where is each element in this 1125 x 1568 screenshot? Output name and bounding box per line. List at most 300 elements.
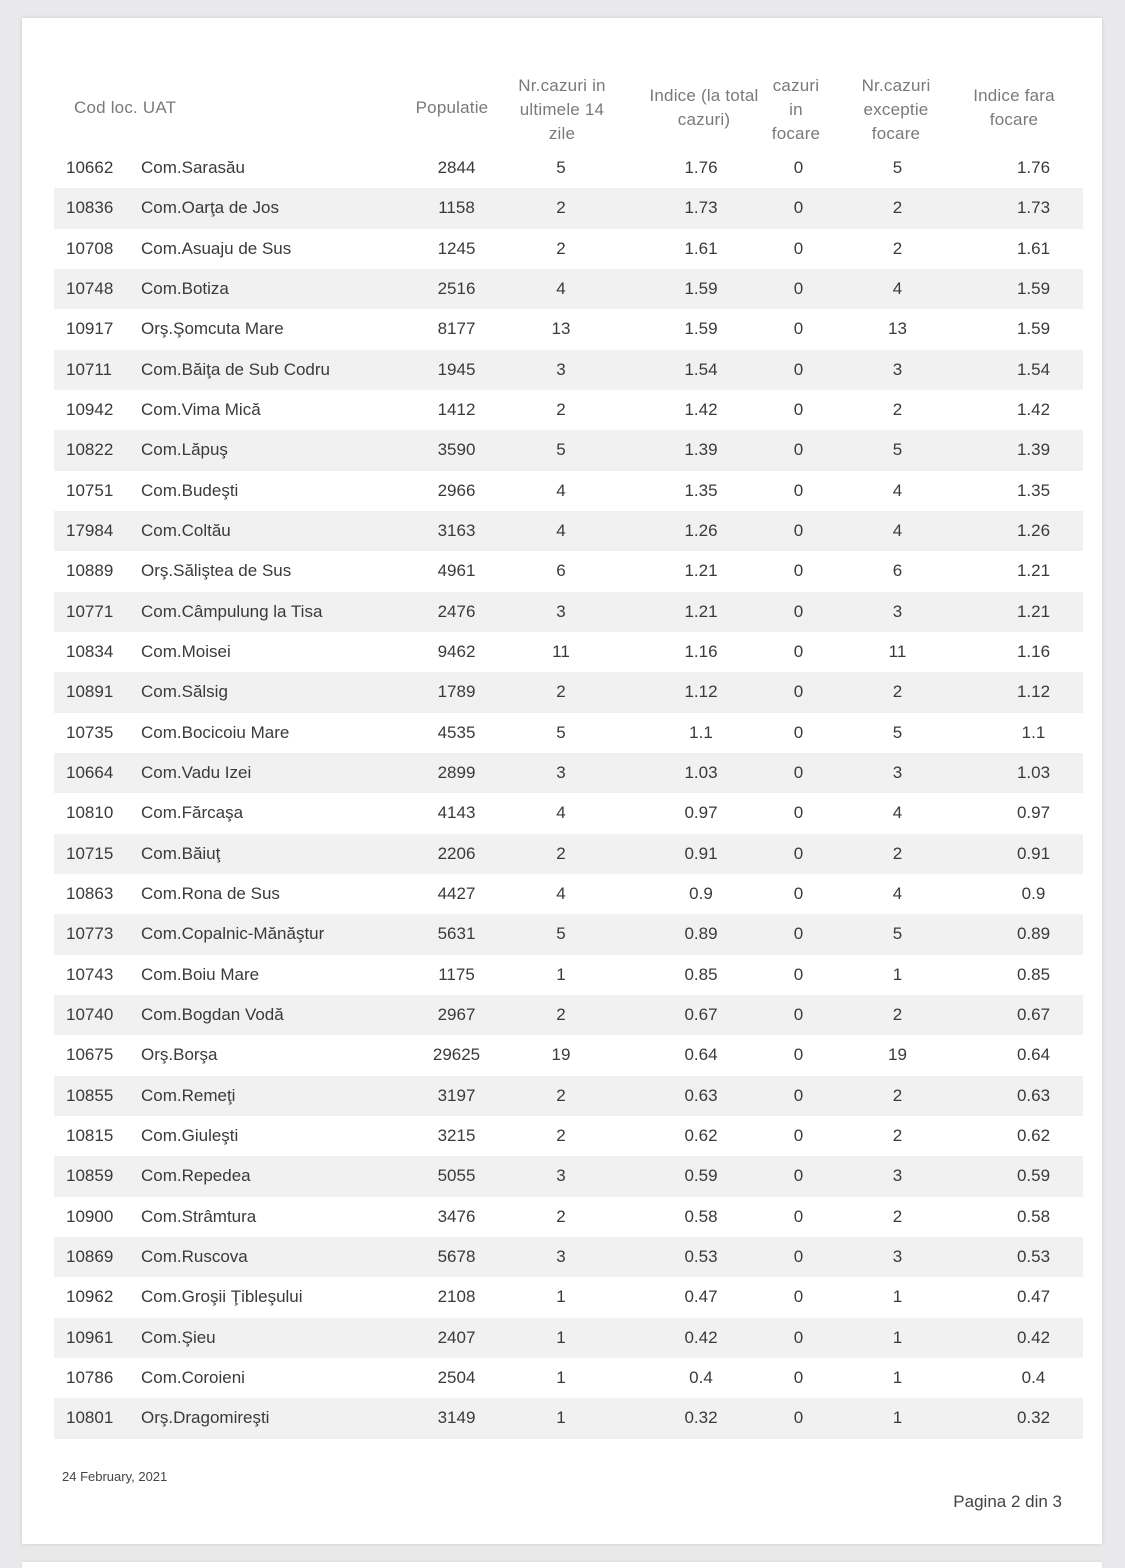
cell-nr-exceptie: 3 xyxy=(811,1156,984,1196)
cell-cazuri-focare: 0 xyxy=(786,1398,811,1438)
cell-indice: 0.64 xyxy=(684,1045,718,1065)
data-table xyxy=(54,148,1083,1439)
cell-cod: 10869 xyxy=(54,1237,141,1277)
cell-indice: 1.61 xyxy=(684,238,718,258)
table-row xyxy=(54,148,1083,188)
cell-cazuri-focare: 0 xyxy=(786,269,811,309)
cell-cazuri-focare: 0 xyxy=(786,188,811,228)
cell-nr-cazuri: 4 xyxy=(556,480,566,500)
cell-indice: 0.59 xyxy=(616,1156,786,1196)
cell-populatie: 3590 xyxy=(407,430,506,470)
cell-nr-exceptie: 4 xyxy=(811,511,984,551)
cell-indice-fara: 0.9 xyxy=(1021,884,1046,904)
cell-cazuri-focare: 0 xyxy=(793,480,804,500)
table-row xyxy=(54,511,1083,551)
cell-nr-cazuri: 1 xyxy=(556,1368,566,1387)
cell-nr-exceptie: 2 xyxy=(892,1126,903,1146)
cell-populatie: 1158 xyxy=(407,188,506,228)
table-row xyxy=(54,632,1083,672)
table-row xyxy=(54,1116,1083,1156)
table-row xyxy=(54,350,1083,390)
table-row xyxy=(54,229,1083,269)
cell-indice: 1.54 xyxy=(616,350,786,390)
cell-indice: 1.59 xyxy=(616,269,786,309)
cell-cazuri-focare: 0 xyxy=(793,400,804,420)
cell-populatie: 2108 xyxy=(437,1287,476,1307)
cell-populatie: 2476 xyxy=(407,592,506,632)
cell-nr-cazuri: 3 xyxy=(506,1156,616,1196)
cell-uat: Orş.Borşa xyxy=(141,1045,218,1065)
cell-cod: 10810 xyxy=(66,803,114,823)
cell-nr-exceptie: 2 xyxy=(811,1076,984,1116)
table-row xyxy=(54,1035,1083,1075)
cell-indice-fara: 1.76 xyxy=(1016,158,1051,178)
cell-cazuri-focare: 0 xyxy=(786,1318,811,1358)
table-header xyxy=(22,68,1102,158)
header-populatie: Populatie xyxy=(415,98,489,117)
cell-nr-exceptie: 2 xyxy=(892,400,903,420)
cell-cazuri-focare: 0 xyxy=(793,1126,804,1146)
cell-cod: 10715 xyxy=(54,834,141,874)
cell-uat: Com.Repedea xyxy=(141,1156,407,1196)
cell-nr-exceptie: 3 xyxy=(811,592,984,632)
cell-cod: 10834 xyxy=(66,642,114,662)
table-row xyxy=(54,793,1083,833)
cell-nr-exceptie: 4 xyxy=(892,884,903,904)
cell-cod: 10859 xyxy=(54,1156,141,1196)
cell-nr-exceptie: 2 xyxy=(811,188,984,228)
table-row xyxy=(54,955,1083,995)
cell-uat: Com.Vadu Izei xyxy=(141,753,407,793)
cell-nr-exceptie: 2 xyxy=(811,672,984,712)
cell-indice-fara: 0.42 xyxy=(984,1318,1083,1358)
cell-nr-exceptie: 5 xyxy=(892,722,903,742)
cell-cazuri-focare: 0 xyxy=(786,914,811,954)
cell-indice: 0.85 xyxy=(684,964,718,984)
cell-uat: Com.Băiuţ xyxy=(141,834,407,874)
cell-populatie: 1175 xyxy=(438,964,475,984)
cell-populatie: 4143 xyxy=(437,803,476,823)
cell-cod: 10786 xyxy=(66,1368,114,1387)
table-row xyxy=(54,269,1083,309)
cell-cod: 10815 xyxy=(66,1126,114,1146)
cell-indice-fara: 0.47 xyxy=(1016,1287,1051,1307)
cell-indice: 0.47 xyxy=(684,1287,718,1307)
header-cod-uat: Cod loc. UAT xyxy=(74,98,177,117)
cell-nr-exceptie: 5 xyxy=(811,914,984,954)
cell-indice-fara: 1.73 xyxy=(984,188,1083,228)
header-indice: Indice (la total cazuri) xyxy=(649,86,759,129)
cell-uat: Com.Copalnic-Mănăştur xyxy=(141,914,407,954)
cell-indice: 1.35 xyxy=(684,480,718,500)
cell-cazuri-focare: 0 xyxy=(786,834,811,874)
cell-nr-cazuri: 2 xyxy=(506,1076,616,1116)
cell-nr-exceptie: 2 xyxy=(811,834,984,874)
cell-indice-fara: 1.1 xyxy=(1021,722,1046,742)
table-row xyxy=(54,430,1083,470)
table-row xyxy=(54,914,1083,954)
cell-cazuri-focare: 0 xyxy=(786,753,811,793)
table-row xyxy=(54,592,1083,632)
cell-nr-cazuri: 3 xyxy=(506,592,616,632)
table-row xyxy=(54,1398,1083,1438)
cell-indice-fara: 1.16 xyxy=(1016,642,1051,662)
cell-nr-exceptie: 1 xyxy=(811,1398,984,1438)
cell-uat: Com.Bocicoiu Mare xyxy=(141,722,290,742)
cell-cod: 10801 xyxy=(54,1398,141,1438)
cell-nr-cazuri: 5 xyxy=(556,722,566,742)
cell-cod: 10708 xyxy=(66,238,114,258)
cell-uat: Com.Băiţa de Sub Codru xyxy=(141,350,407,390)
table-row xyxy=(54,1156,1083,1196)
cell-indice-fara: 1.21 xyxy=(984,592,1083,632)
cell-populatie: 4535 xyxy=(437,722,476,742)
cell-nr-exceptie: 1 xyxy=(892,1368,903,1387)
table-row xyxy=(54,834,1083,874)
cell-cod: 10664 xyxy=(54,753,141,793)
cell-indice-fara: 1.21 xyxy=(1016,561,1051,581)
cell-nr-cazuri: 2 xyxy=(506,188,616,228)
cell-populatie: 2967 xyxy=(407,995,506,1035)
cell-indice-fara: 1.12 xyxy=(984,672,1083,712)
table-row xyxy=(54,1197,1083,1237)
cell-populatie: 3149 xyxy=(407,1398,506,1438)
cell-populatie: 2844 xyxy=(437,158,476,178)
cell-nr-cazuri: 5 xyxy=(506,914,616,954)
table-row xyxy=(54,551,1083,591)
cell-uat: Com.Ruscova xyxy=(141,1237,407,1277)
header-nr-exceptie: Nr.cazuri exceptie focare xyxy=(861,76,931,143)
cell-cazuri-focare: 0 xyxy=(786,430,811,470)
cell-indice: 0.97 xyxy=(684,803,718,823)
cell-indice-fara: 0.64 xyxy=(1016,1045,1051,1065)
cell-cazuri-focare: 0 xyxy=(786,350,811,390)
cell-populatie: 4427 xyxy=(437,884,476,904)
cell-indice: 1.21 xyxy=(616,592,786,632)
cell-indice-fara: 1.39 xyxy=(984,430,1083,470)
cell-cazuri-focare: 0 xyxy=(786,672,811,712)
cell-nr-cazuri: 1 xyxy=(556,1287,566,1307)
cell-populatie: 2966 xyxy=(437,480,476,500)
cell-populatie: 9462 xyxy=(437,642,476,662)
cell-nr-cazuri: 19 xyxy=(551,1045,571,1065)
table-row xyxy=(54,309,1083,349)
cell-cazuri-focare: 0 xyxy=(786,1076,811,1116)
cell-indice: 0.62 xyxy=(684,1126,718,1146)
cell-uat: Com.Groşii Ţibleşului xyxy=(141,1287,303,1307)
cell-indice-fara: 0.63 xyxy=(984,1076,1083,1116)
cell-uat: Com.Moisei xyxy=(141,642,231,662)
cell-cazuri-focare: 0 xyxy=(793,1287,804,1307)
cell-indice-fara: 1.61 xyxy=(1016,238,1051,258)
cell-cod: 10740 xyxy=(54,995,141,1035)
cell-cazuri-focare: 0 xyxy=(793,964,804,984)
cell-cazuri-focare: 0 xyxy=(793,1045,804,1065)
cell-nr-cazuri: 1 xyxy=(506,1398,616,1438)
cell-uat: Com.Fărcaşa xyxy=(141,803,244,823)
cell-nr-cazuri: 11 xyxy=(552,642,570,662)
cell-cod: 10735 xyxy=(66,722,114,742)
cell-indice-fara: 1.03 xyxy=(984,753,1083,793)
page-number: Pagina 2 din 3 xyxy=(953,1492,1062,1511)
header-cazuri-focare: cazuri in focare xyxy=(771,76,821,143)
table-row xyxy=(54,1358,1083,1398)
cell-cod: 10662 xyxy=(66,158,114,178)
cell-cod: 10863 xyxy=(66,884,114,904)
cell-indice-fara: 1.59 xyxy=(984,269,1083,309)
cell-cod: 10961 xyxy=(54,1318,141,1358)
cell-indice-fara: 0.67 xyxy=(984,995,1083,1035)
cell-cod: 10771 xyxy=(54,592,141,632)
cell-nr-cazuri: 2 xyxy=(556,238,566,258)
cell-populatie: 2516 xyxy=(407,269,506,309)
cell-indice: 0.58 xyxy=(684,1206,718,1226)
cell-nr-exceptie: 3 xyxy=(811,1237,984,1277)
cell-indice-fara: 0.4 xyxy=(1021,1368,1046,1387)
cell-populatie: 2407 xyxy=(407,1318,506,1358)
cell-cod: 10748 xyxy=(54,269,141,309)
table-row xyxy=(54,995,1083,1035)
cell-nr-exceptie: 13 xyxy=(888,319,907,339)
cell-populatie: 2899 xyxy=(407,753,506,793)
cell-nr-cazuri: 3 xyxy=(506,753,616,793)
cell-nr-exceptie: 3 xyxy=(811,350,984,390)
cell-uat: Com.Strâmtura xyxy=(141,1206,257,1226)
cell-indice-fara: 0.85 xyxy=(1016,964,1051,984)
cell-nr-cazuri: 2 xyxy=(556,1126,566,1146)
cell-populatie: 4961 xyxy=(437,561,476,581)
cell-cazuri-focare: 0 xyxy=(786,511,811,551)
table-row xyxy=(54,1076,1083,1116)
cell-nr-cazuri: 2 xyxy=(506,995,616,1035)
cell-uat: Com.Budeşti xyxy=(141,480,239,500)
cell-cod: 10743 xyxy=(66,964,114,984)
cell-nr-cazuri: 3 xyxy=(506,1237,616,1277)
cell-nr-exceptie: 19 xyxy=(888,1045,907,1065)
cell-nr-exceptie: 1 xyxy=(892,1287,903,1307)
cell-uat: Com.Coltău xyxy=(141,511,407,551)
cell-populatie: 3215 xyxy=(437,1126,476,1146)
cell-indice: 1.03 xyxy=(616,753,786,793)
cell-cod: 10836 xyxy=(54,188,141,228)
cell-nr-cazuri: 6 xyxy=(556,561,566,581)
cell-indice: 0.4 xyxy=(689,1368,713,1387)
header-nr-cazuri: Nr.cazuri in ultimele 14 zile xyxy=(518,76,606,143)
cell-uat: Com.Boiu Mare xyxy=(141,964,260,984)
cell-indice: 0.89 xyxy=(616,914,786,954)
cell-indice: 0.32 xyxy=(616,1398,786,1438)
cell-indice: 1.16 xyxy=(684,642,718,662)
cell-cod: 10891 xyxy=(54,672,141,712)
cell-indice-fara: 0.91 xyxy=(984,834,1083,874)
report-date: 24 February, 2021 xyxy=(62,1469,168,1484)
cell-nr-exceptie: 1 xyxy=(811,1318,984,1358)
cell-cazuri-focare: 0 xyxy=(786,1156,811,1196)
header-indice-fara: Indice fara focare xyxy=(973,86,1055,129)
cell-uat: Com.Sarasău xyxy=(141,158,245,178)
cell-cod: 10962 xyxy=(66,1287,114,1307)
cell-nr-exceptie: 6 xyxy=(892,561,903,581)
cell-uat: Com.Oarţa de Jos xyxy=(141,188,407,228)
cell-indice-fara: 0.62 xyxy=(1016,1126,1051,1146)
cell-indice: 1.59 xyxy=(684,319,718,339)
cell-indice: 1.42 xyxy=(684,400,718,420)
cell-nr-cazuri: 2 xyxy=(506,672,616,712)
cell-nr-cazuri: 3 xyxy=(506,350,616,390)
cell-indice-fara: 0.89 xyxy=(984,914,1083,954)
cell-indice: 1.12 xyxy=(616,672,786,712)
cell-indice-fara: 0.59 xyxy=(984,1156,1083,1196)
table-row xyxy=(54,753,1083,793)
cell-cod: 17984 xyxy=(54,511,141,551)
cell-indice: 1.73 xyxy=(616,188,786,228)
cell-indice-fara: 1.26 xyxy=(984,511,1083,551)
cell-cazuri-focare: 0 xyxy=(793,884,804,904)
cell-cod: 10917 xyxy=(66,319,114,339)
cell-uat: Com.Coroieni xyxy=(141,1368,245,1387)
cell-populatie: 1412 xyxy=(437,400,476,420)
cell-cod: 10855 xyxy=(54,1076,141,1116)
cell-indice: 1.39 xyxy=(616,430,786,470)
table-row xyxy=(54,874,1083,914)
document-page xyxy=(22,18,1102,1544)
table-row xyxy=(54,471,1083,511)
cell-nr-cazuri: 4 xyxy=(506,269,616,309)
cell-populatie: 2504 xyxy=(437,1368,476,1387)
table-row xyxy=(54,1277,1083,1317)
table-row xyxy=(54,1318,1083,1358)
cell-nr-exceptie: 4 xyxy=(892,480,903,500)
cell-indice-fara: 1.42 xyxy=(1016,400,1051,420)
cell-indice-fara: 1.35 xyxy=(1016,480,1051,500)
cell-cod: 10675 xyxy=(66,1045,114,1065)
cell-indice-fara: 0.32 xyxy=(984,1398,1083,1438)
cell-cazuri-focare: 0 xyxy=(793,1368,804,1387)
cell-nr-cazuri: 4 xyxy=(556,803,566,823)
cell-nr-cazuri: 2 xyxy=(556,400,566,420)
cell-uat: Com.Sălsig xyxy=(141,672,407,712)
cell-cod: 10889 xyxy=(66,561,114,581)
table-row xyxy=(54,1237,1083,1277)
cell-populatie: 3163 xyxy=(407,511,506,551)
cell-nr-exceptie: 5 xyxy=(892,158,903,178)
cell-nr-cazuri: 2 xyxy=(556,1206,566,1226)
cell-uat: Com.Botiza xyxy=(141,269,407,309)
cell-uat: Com.Rona de Sus xyxy=(141,884,280,904)
cell-indice-fara: 0.53 xyxy=(984,1237,1083,1277)
cell-populatie: 8177 xyxy=(437,319,476,339)
cell-uat: Com.Giuleşti xyxy=(141,1126,239,1146)
cell-cazuri-focare: 0 xyxy=(793,722,804,742)
cell-uat: Com.Remeţi xyxy=(141,1076,407,1116)
cell-uat: Com.Lăpuş xyxy=(141,430,407,470)
cell-cazuri-focare: 0 xyxy=(793,642,804,662)
cell-populatie: 1945 xyxy=(407,350,506,390)
cell-nr-exceptie: 5 xyxy=(811,430,984,470)
cell-indice-fara: 1.54 xyxy=(984,350,1083,390)
cell-indice: 0.67 xyxy=(616,995,786,1035)
cell-uat: Com.Vima Mică xyxy=(141,400,261,420)
cell-nr-cazuri: 2 xyxy=(506,834,616,874)
cell-indice: 0.53 xyxy=(616,1237,786,1277)
table-row xyxy=(54,188,1083,228)
cell-nr-cazuri: 1 xyxy=(556,964,566,984)
cell-nr-cazuri: 1 xyxy=(506,1318,616,1358)
cell-cod: 10711 xyxy=(54,350,141,390)
cell-populatie: 1789 xyxy=(407,672,506,712)
cell-populatie: 5631 xyxy=(407,914,506,954)
cell-nr-exceptie: 2 xyxy=(892,1206,903,1226)
cell-indice: 1.26 xyxy=(616,511,786,551)
cell-populatie: 3197 xyxy=(407,1076,506,1116)
cell-indice: 1.21 xyxy=(684,561,718,581)
cell-uat: Com.Câmpulung la Tisa xyxy=(141,592,407,632)
cell-cazuri-focare: 0 xyxy=(786,995,811,1035)
cell-uat: Com.Asuaju de Sus xyxy=(141,238,292,258)
cell-nr-cazuri: 4 xyxy=(556,884,566,904)
cell-indice: 0.9 xyxy=(689,884,713,904)
cell-nr-cazuri: 5 xyxy=(506,430,616,470)
cell-nr-exceptie: 2 xyxy=(811,995,984,1035)
cell-cazuri-focare: 0 xyxy=(793,238,804,258)
cell-populatie: 5055 xyxy=(407,1156,506,1196)
cell-indice: 1.1 xyxy=(689,722,713,742)
cell-nr-exceptie: 4 xyxy=(892,803,903,823)
cell-nr-exceptie: 3 xyxy=(811,753,984,793)
cell-uat: Orş.Şomcuta Mare xyxy=(141,319,284,339)
cell-populatie: 5678 xyxy=(407,1237,506,1277)
table-body xyxy=(54,148,1083,1439)
cell-uat: Com.Şieu xyxy=(141,1318,407,1358)
cell-indice: 0.42 xyxy=(616,1318,786,1358)
cell-nr-cazuri: 4 xyxy=(506,511,616,551)
cell-cod: 10751 xyxy=(66,480,114,500)
cell-populatie: 29625 xyxy=(432,1045,481,1065)
cell-uat: Com.Bogdan Vodă xyxy=(141,995,407,1035)
cell-cazuri-focare: 0 xyxy=(786,1237,811,1277)
table-row xyxy=(54,672,1083,712)
cell-cazuri-focare: 0 xyxy=(793,158,804,178)
cell-populatie: 1245 xyxy=(437,238,476,258)
table-row xyxy=(54,713,1083,753)
cell-indice-fara: 0.97 xyxy=(1016,803,1051,823)
cell-nr-exceptie: 2 xyxy=(892,238,903,258)
cell-cazuri-focare: 0 xyxy=(793,1206,804,1226)
cell-cod: 10773 xyxy=(54,914,141,954)
cell-cod: 10942 xyxy=(66,400,114,420)
cell-cazuri-focare: 0 xyxy=(793,803,804,823)
cell-indice-fara: 0.58 xyxy=(1016,1206,1051,1226)
cell-nr-exceptie: 11 xyxy=(888,642,907,662)
cell-cod: 10822 xyxy=(54,430,141,470)
cell-nr-exceptie: 1 xyxy=(892,964,903,984)
cell-indice: 0.91 xyxy=(616,834,786,874)
cell-cazuri-focare: 0 xyxy=(786,592,811,632)
cell-populatie: 2206 xyxy=(407,834,506,874)
cell-indice: 0.63 xyxy=(616,1076,786,1116)
cell-populatie: 3476 xyxy=(437,1206,476,1226)
cell-uat: Orş.Săliştea de Sus xyxy=(141,561,292,581)
cell-cazuri-focare: 0 xyxy=(793,319,804,339)
cell-cazuri-focare: 0 xyxy=(793,561,804,581)
cell-cod: 10900 xyxy=(66,1206,114,1226)
cell-uat: Orş.Dragomireşti xyxy=(141,1398,407,1438)
cell-nr-cazuri: 5 xyxy=(556,158,566,178)
cell-nr-cazuri: 13 xyxy=(551,319,571,339)
table-row xyxy=(54,390,1083,430)
cell-nr-exceptie: 4 xyxy=(811,269,984,309)
next-page-edge xyxy=(22,1562,1102,1568)
